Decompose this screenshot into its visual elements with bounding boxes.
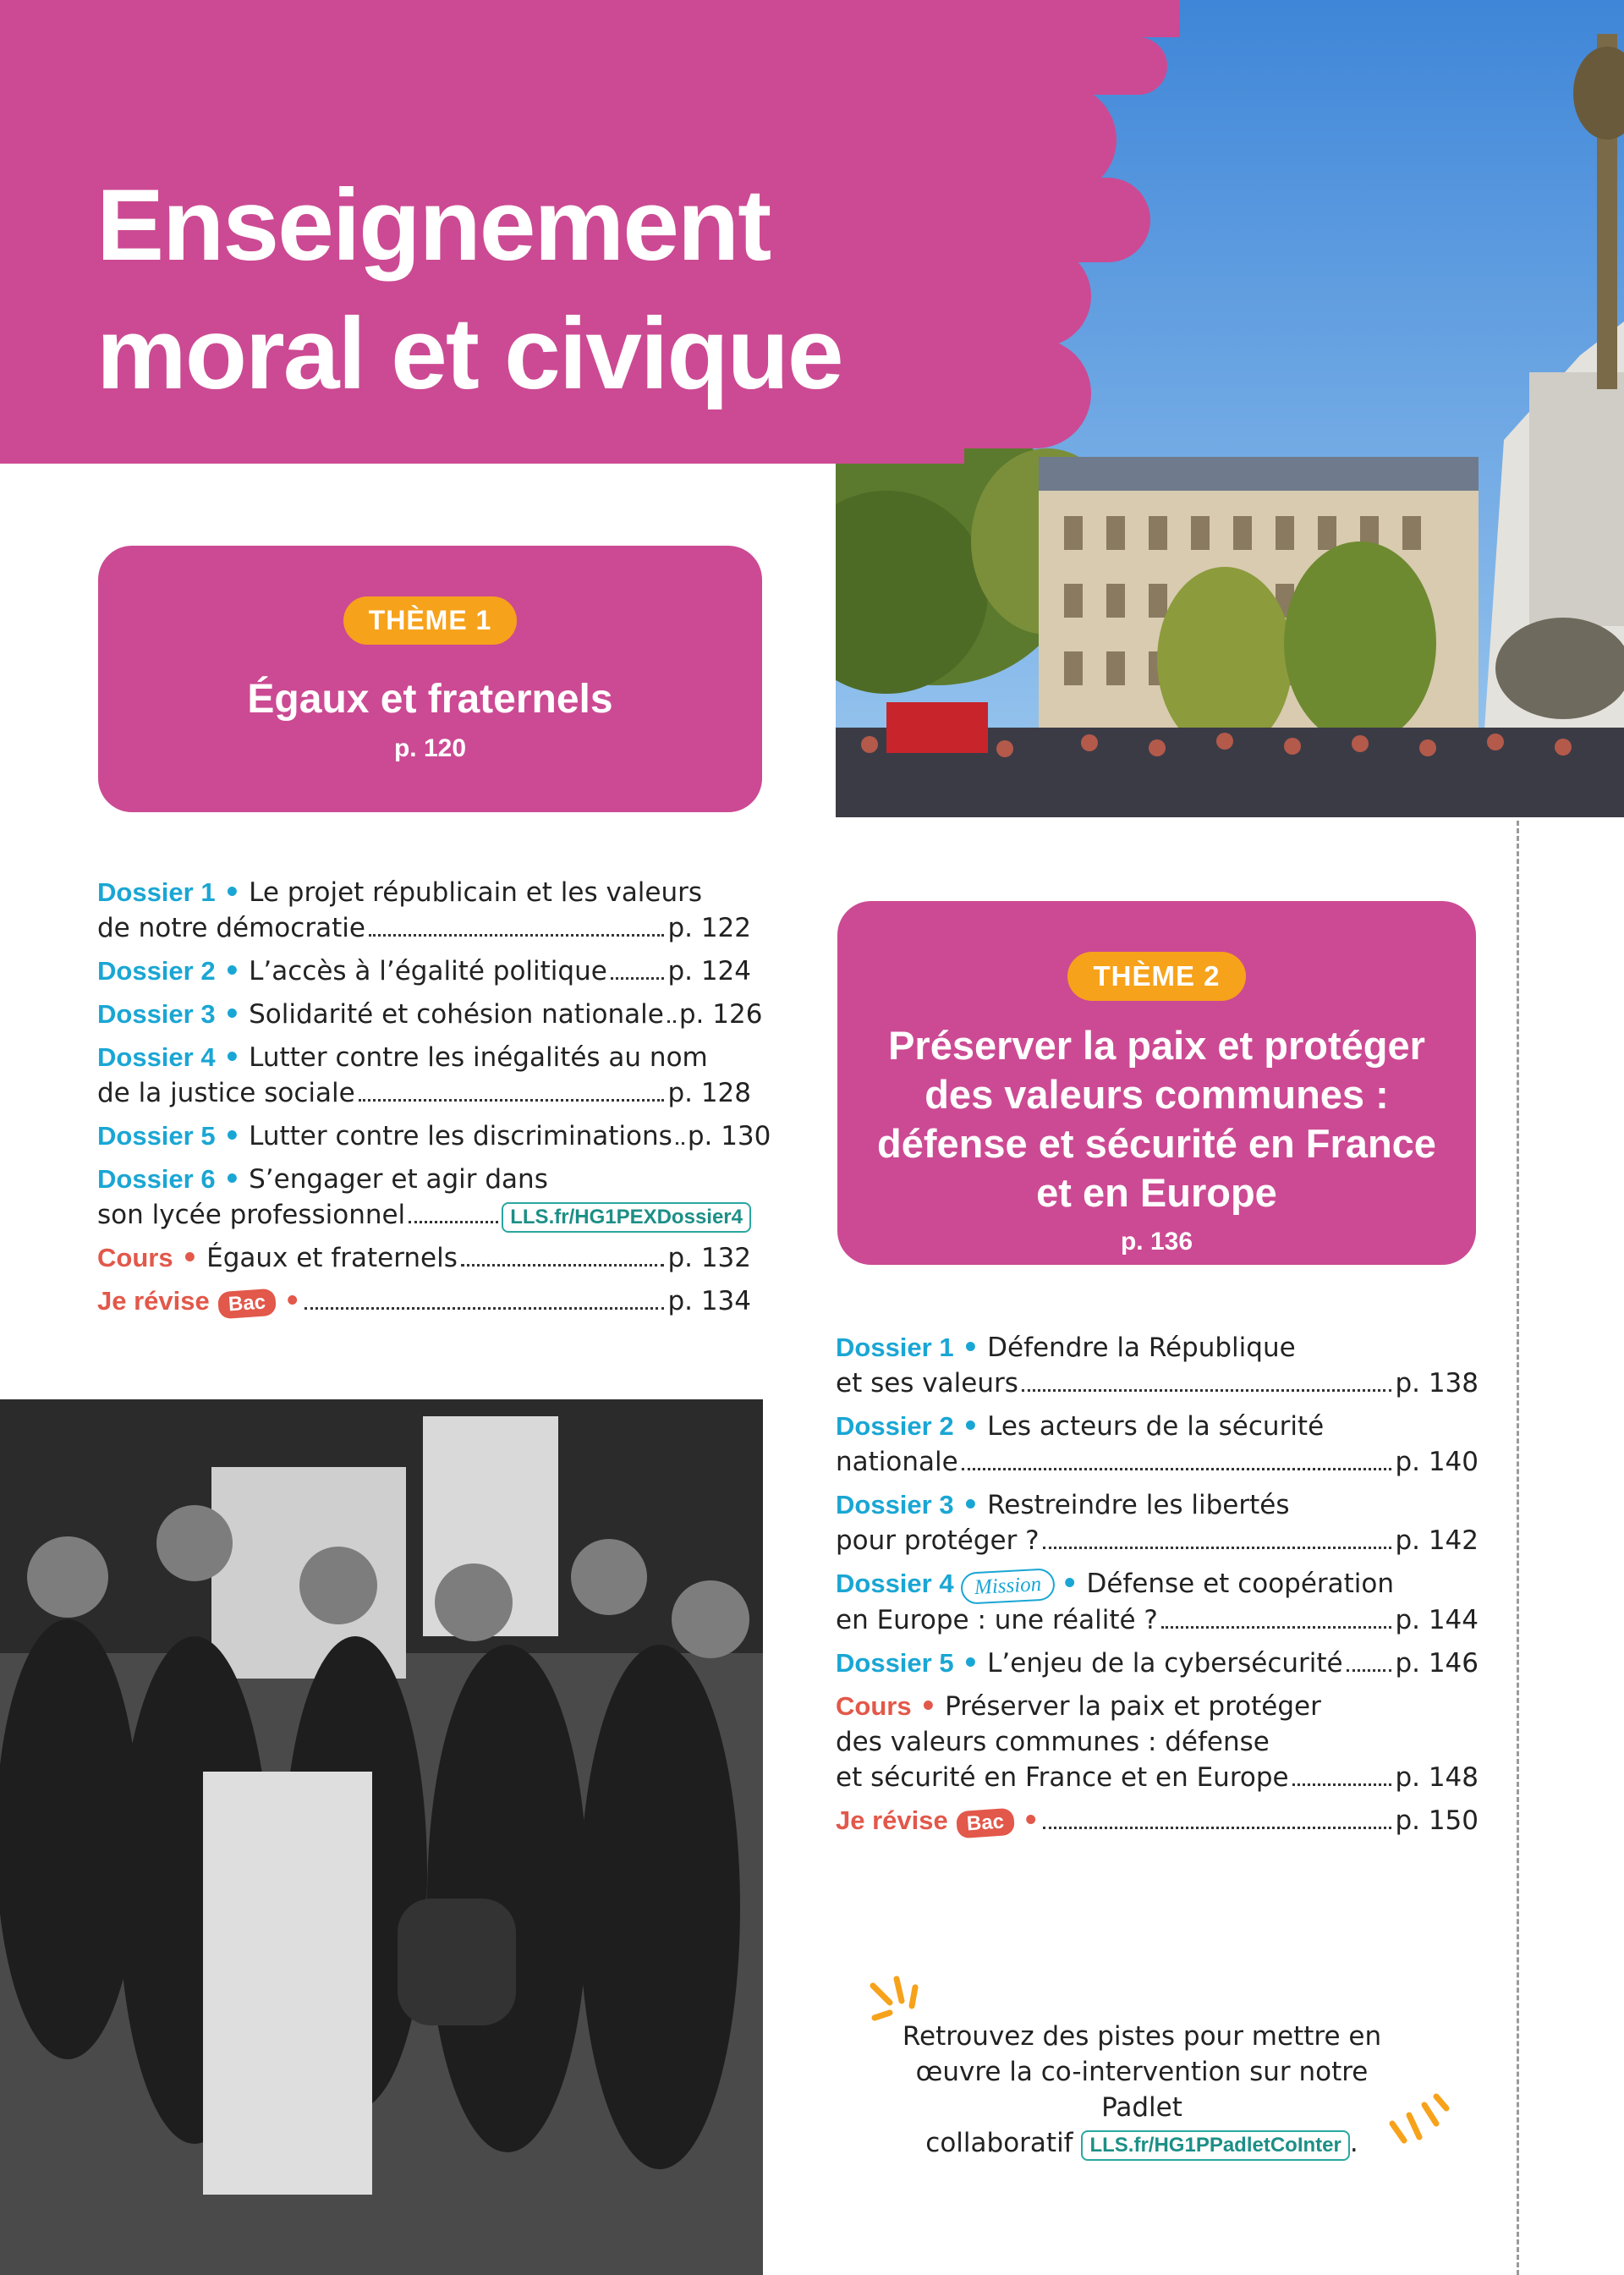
page-title: Enseignement moral et civique <box>96 168 842 410</box>
theme1-card[interactable] <box>98 546 762 812</box>
toc-entry-dossier-6[interactable]: Dossier 6 • S’engager et agir dans son lycée professionnel LLS.fr/HG1PEXDossier4 <box>97 1162 751 1233</box>
bac-badge: Bac <box>217 1289 277 1320</box>
dossier-6-link[interactable]: LLS.fr/HG1PEXDossier4 <box>502 1202 751 1233</box>
women-vote-historical-photo <box>0 1399 763 2275</box>
toc-entry-dossier-1[interactable]: Dossier 1 • Défendre la République et ses valeurs p. 138 <box>836 1333 1479 1399</box>
toc-entry-cours[interactable]: Cours • Égaux et fraternels p. 132 <box>97 1243 751 1273</box>
theme2-badge: THÈME 2 <box>1067 952 1245 1001</box>
toc-entry-dossier-3[interactable]: Dossier 3 • Restreindre les libertés pour protéger ? p. 142 <box>836 1490 1479 1556</box>
bac-badge: Bac <box>956 1808 1015 1839</box>
theme2-page: p. 136 <box>1120 1228 1193 1256</box>
theme2-title: Préserver la paix et protéger des valeurs communes : défense et sécurité en France et en Europe <box>877 1023 1436 1215</box>
toc-entry-dossier-2[interactable]: Dossier 2 • Les acteurs de la sécurité nationale p. 140 <box>836 1411 1479 1477</box>
sparkle-icon <box>1385 2090 1453 2149</box>
theme1-badge: THÈME 1 <box>343 596 518 645</box>
dashed-divider <box>1517 821 1519 2275</box>
padlet-note: Retrouvez des pistes pour mettre en œuvre la co-intervention sur notre Padlet collaboratif LLS.fr/HG1PPadletCoInter . <box>871 2019 1413 2161</box>
toc-entry-dossier-2[interactable]: Dossier 2 • L’accès à l’égalité politique p. 124 <box>97 956 751 986</box>
theme1-title: Égaux et fraternels <box>247 677 613 722</box>
toc-entry-je-revise[interactable]: Je révise Bac • p. 134 <box>97 1283 751 1319</box>
theme2-toc <box>836 1330 1479 1846</box>
toc-entry-je-revise[interactable]: Je révise Bac • p. 150 <box>836 1803 1479 1838</box>
mission-badge: Mission <box>960 1568 1056 1605</box>
padlet-link[interactable]: LLS.fr/HG1PPadletCoInter <box>1081 2130 1349 2161</box>
toc-entry-cours[interactable]: Cours • Préserver la paix et protéger des valeurs communes : défense et sécurité en France et en Europe p. 148 <box>836 1691 1479 1793</box>
toc-entry-dossier-4[interactable]: Dossier 4 • Lutter contre les inégalités au nom de la justice sociale p. 128 <box>97 1042 751 1108</box>
theme1-toc <box>97 875 771 1327</box>
toc-entry-dossier-5[interactable]: Dossier 5 • L’enjeu de la cybersécurité p. 146 <box>836 1648 1479 1679</box>
toc-entry-dossier-3[interactable]: Dossier 3 • Solidarité et cohésion nationale p. 126 <box>97 999 763 1030</box>
toc-entry-dossier-5[interactable]: Dossier 5 • Lutter contre les discriminations p. 130 <box>97 1121 771 1151</box>
toc-entry-dossier-4[interactable]: Dossier 4 Mission • Défense et coopération en Europe : une réalité ? p. 144 <box>836 1569 1479 1635</box>
theme1-page: p. 120 <box>393 734 467 762</box>
toc-entry-dossier-1[interactable]: Dossier 1 • Le projet républicain et les valeurs de notre démocratie p. 122 <box>97 877 751 943</box>
theme2-card[interactable] <box>837 901 1476 1265</box>
